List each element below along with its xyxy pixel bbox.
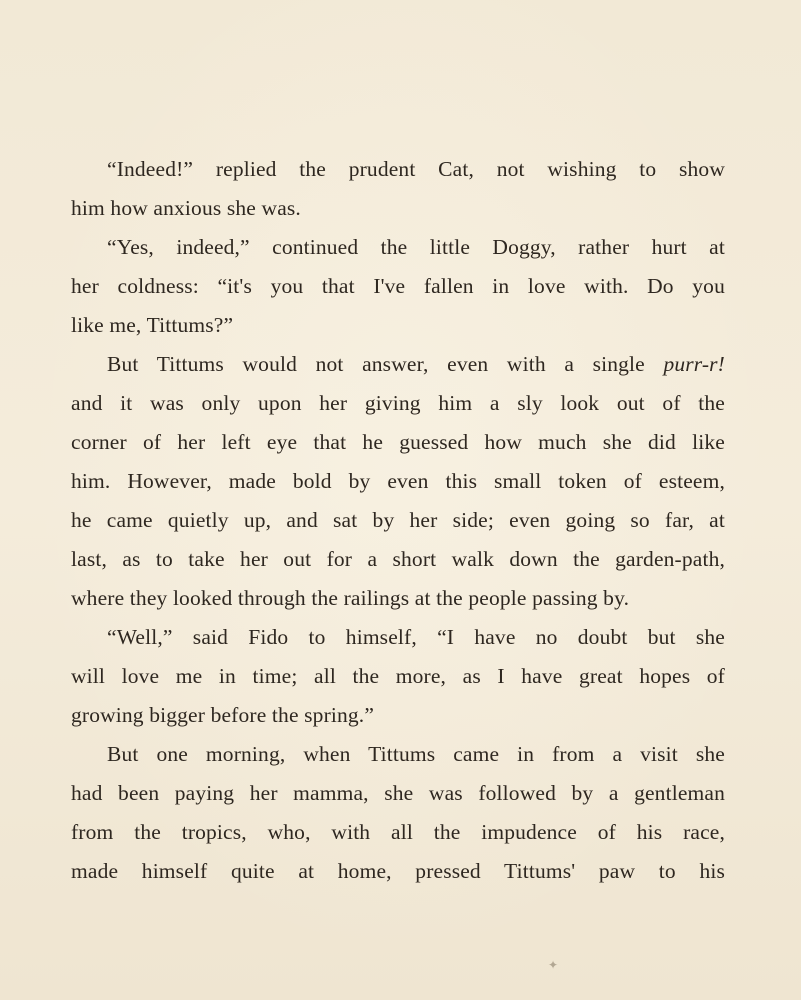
text-line: and it was only upon her giving him a sly look out of the	[71, 391, 725, 415]
text-line	[71, 345, 725, 384]
text-line: him how anxious she was.	[71, 196, 301, 220]
text-line: growing bigger before the spring.”	[71, 703, 375, 727]
text-line: “Yes, indeed,” continued the little Doggy, rather hurt at	[107, 235, 725, 259]
text-line: corner of her left eye that he guessed how much she did like	[71, 430, 725, 454]
text-line: made himself quite at home, pressed Tittums' paw to his	[71, 859, 725, 883]
text-line: from the tropics, who, with all the impudence of his race,	[71, 820, 725, 844]
text-line: he came quietly up, and sat by her side; even going so far, at	[71, 508, 725, 532]
text-line-plain: But Tittums would not answer, even with a single	[107, 352, 664, 376]
text-line: will love me in time; all the more, as I have great hopes of	[71, 664, 725, 688]
italic-purr: purr-r!	[663, 352, 725, 376]
text-line: last, as to take her out for a short walk down the garden-path,	[71, 547, 725, 571]
text-line: had been paying her mamma, she was followed by a gentleman	[71, 781, 725, 805]
text-line: But one morning, when Tittums came in from a visit she	[107, 742, 725, 766]
text-line: “Indeed!” replied the prudent Cat, not wishing to show	[107, 157, 725, 181]
text-line: him. However, made bold by even this small token of esteem,	[71, 469, 725, 493]
text-line: like me, Tittums?”	[71, 313, 234, 337]
text-line: “Well,” said Fido to himself, “I have no doubt but she	[107, 625, 725, 649]
story-text	[71, 150, 725, 891]
text-line: her coldness: “it's you that I've fallen in love with. Do you	[71, 274, 725, 298]
ink-speck: ✦	[548, 958, 559, 972]
text-line: where they looked through the railings at the people passing by.	[71, 586, 630, 610]
